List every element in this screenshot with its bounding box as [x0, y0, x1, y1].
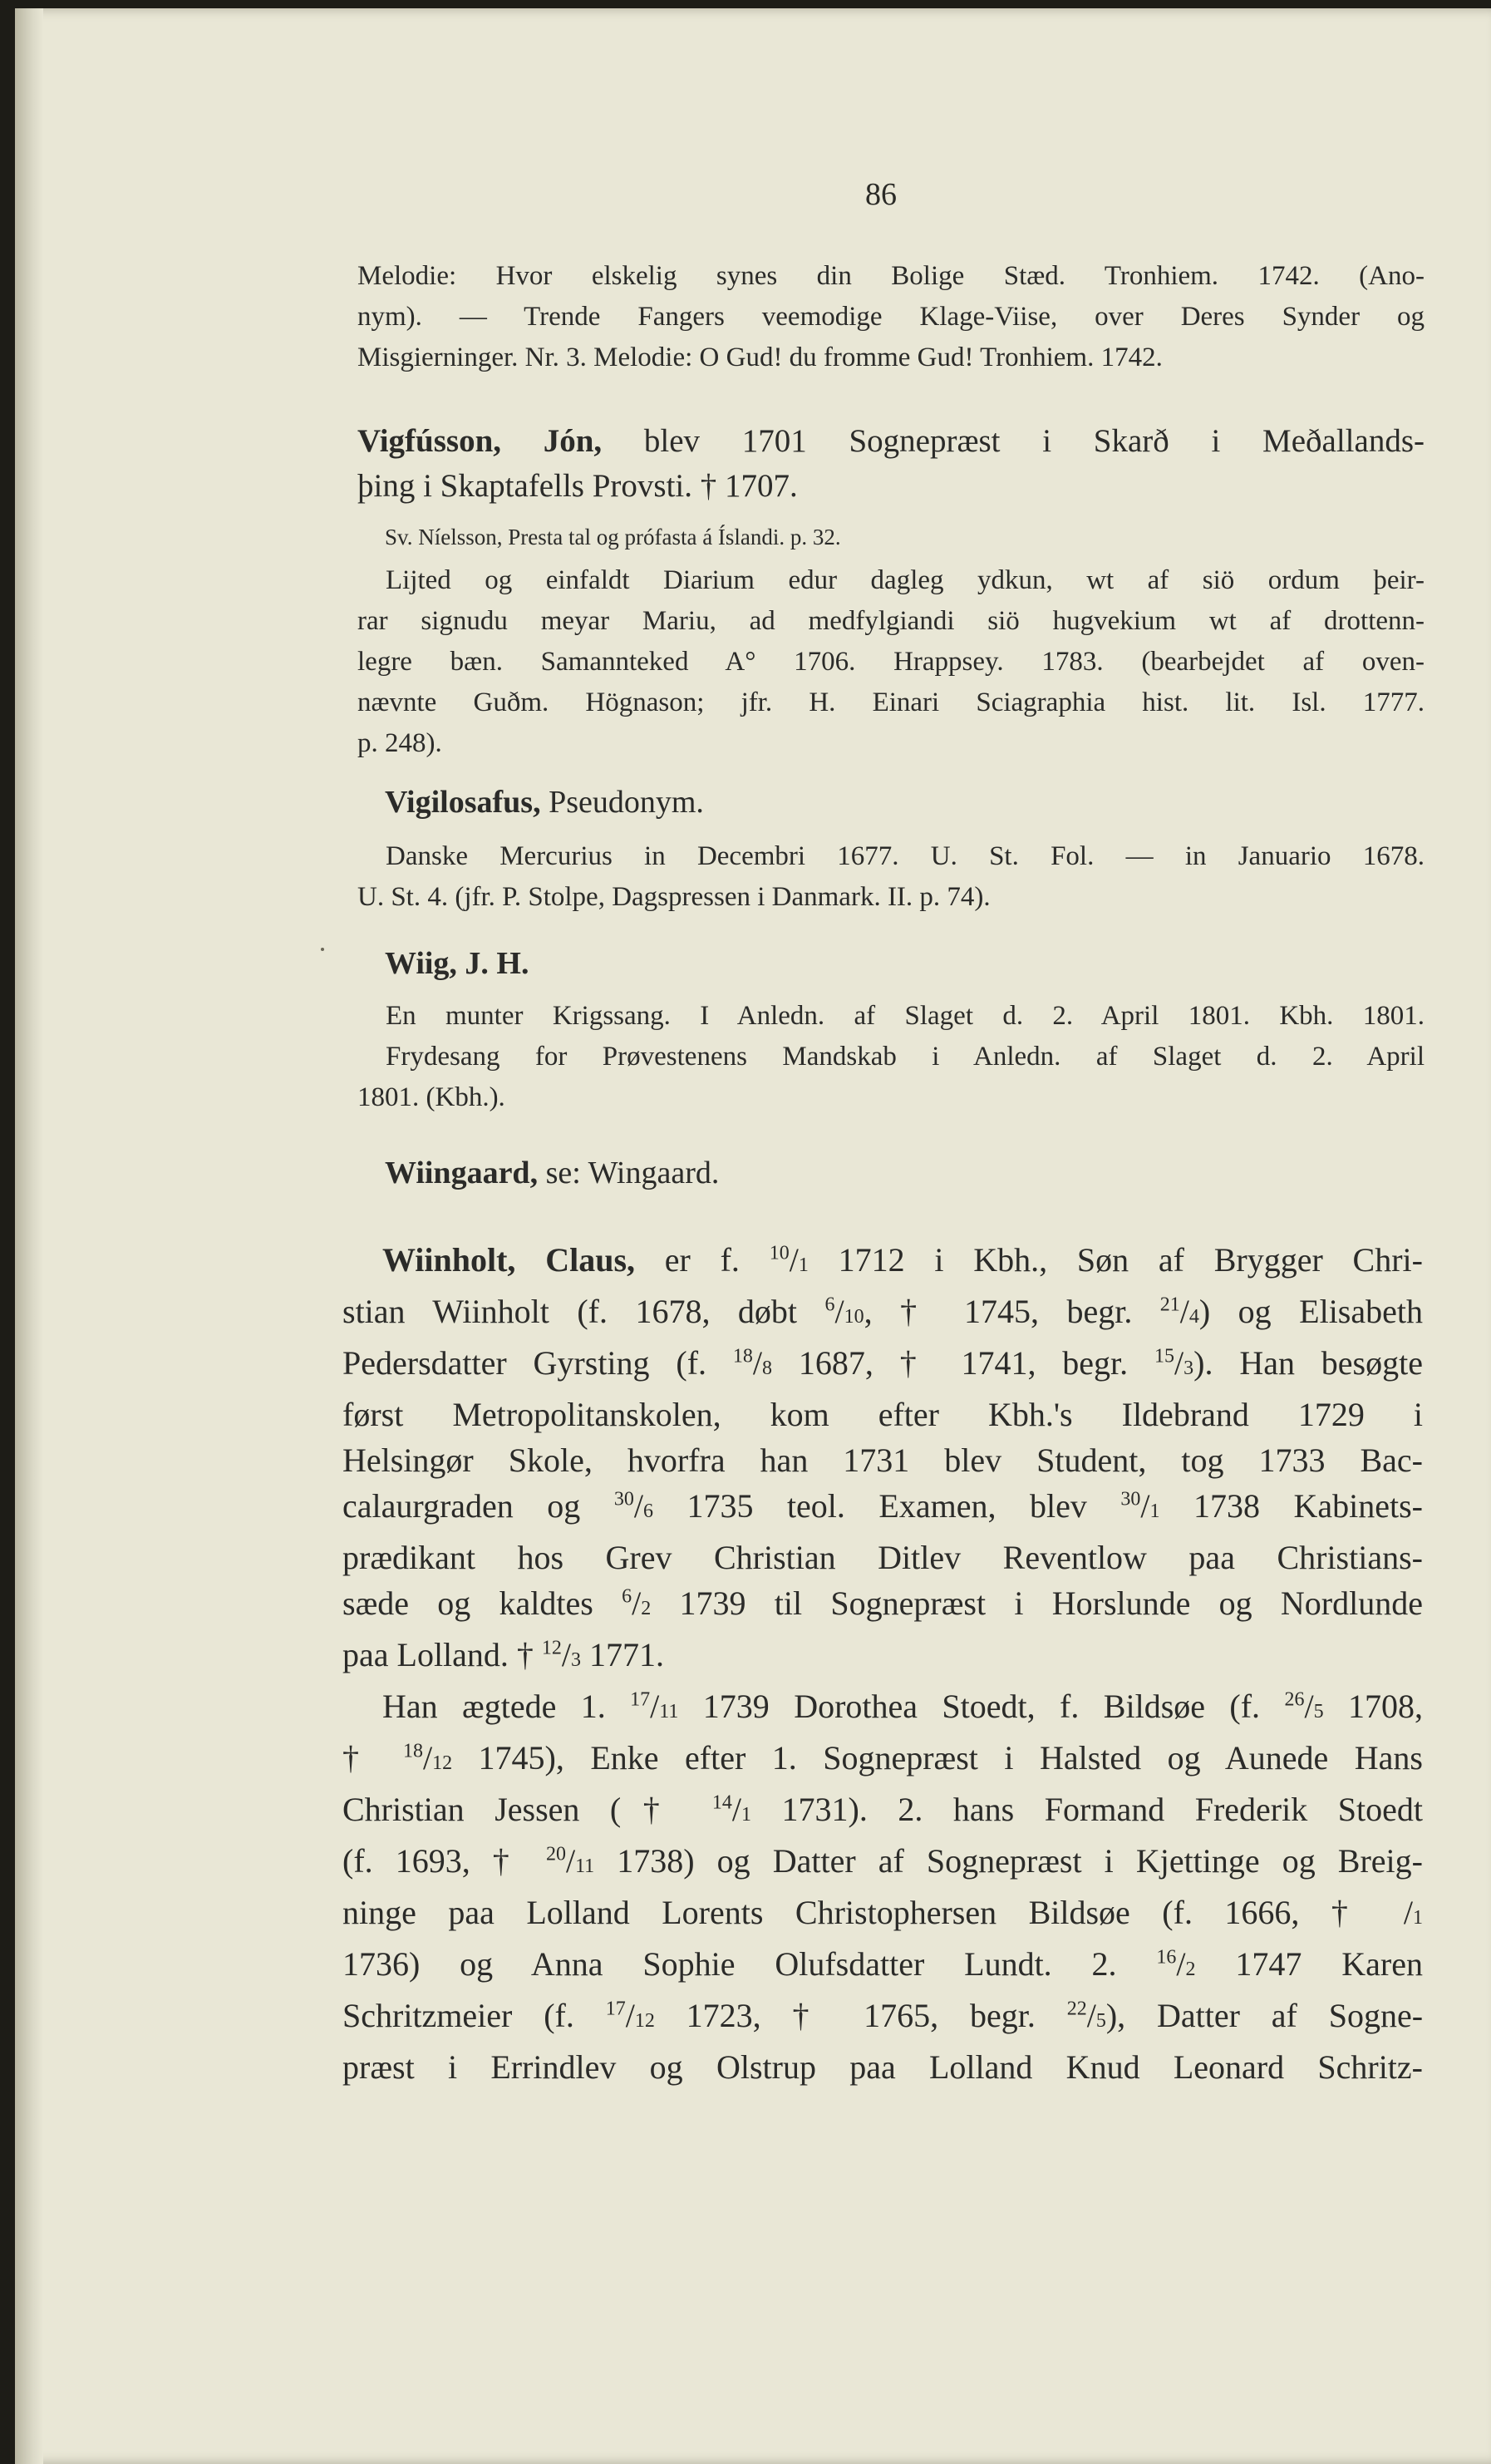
fraction-num: 12: [541, 1637, 562, 1659]
entry-text: blev 1701 Sognepræst i Skarð i Meðallands-: [602, 423, 1425, 459]
entry-text: calaurgraden og: [342, 1487, 614, 1525]
headword: Wiinholt, Claus,: [382, 1241, 636, 1279]
entry-text: Schritzmeier (f.: [342, 1997, 606, 2034]
entry-line: prædikant hos Grev Christian Ditlev Reventlow paa Christians-: [342, 1539, 1423, 1576]
entry-text: 1747 Karen: [1195, 1945, 1423, 1983]
entry-vigfusson: [357, 419, 1425, 509]
headword: Vigilosafus,: [385, 785, 541, 820]
entry-line: sæde og kaldtes $^6$/2 1739 til Sognepræst i Horslunde og Nordlunde: [342, 1584, 1423, 1622]
entry-text: (f. 1693, †: [342, 1842, 546, 1880]
entry-line: † $^{18}$/12 1745), Enke efter 1. Sognepræst i Halsted og Aunede Hans: [342, 1739, 1423, 1777]
entry-text: 1738 Kabinets-: [1159, 1487, 1423, 1525]
reference: Sv. Níelsson, Presta tal og prófasta á Íslandi. p. 32.: [385, 525, 841, 549]
fraction-num: 30: [613, 1488, 634, 1510]
fraction-den: 3: [571, 1649, 582, 1671]
entry-text: 1735 teol. Examen, blev: [652, 1487, 1121, 1525]
entry-text: er f.: [635, 1241, 770, 1279]
entry-line: [385, 780, 1452, 825]
entry-text: Pedersdatter Gyrsting (f.: [342, 1344, 733, 1382]
entry-line: stian Wiinholt (f. 1678, døbt $^6$/10, † 1745, begr. $^{21}$/4) og Elisabeth: [342, 1293, 1423, 1330]
entry-line: Christian Jessen († $^{14}$/1 1731). 2. hans Formand Frederik Stoedt: [342, 1791, 1423, 1828]
fraction-den: 4: [1188, 1306, 1199, 1328]
work-vigilosafus: [357, 836, 1425, 918]
entry-text: 1736) og Anna Sophie Olufsdatter Lundt. 2.: [342, 1945, 1157, 1983]
entry-text: 1739 til Sognepræst i Horslunde og Nordlunde: [651, 1584, 1423, 1622]
fraction-num: 14: [711, 1791, 732, 1814]
fraction-num: 10: [769, 1242, 790, 1264]
fraction-num: 21: [1159, 1294, 1180, 1316]
entry-text: 1712 i Kbh., Søn af Brygger Chri-: [808, 1241, 1423, 1279]
entry-line: ninge paa Lolland Lorents Christophersen Bildsøe (f. 1666, † /1: [342, 1894, 1423, 1931]
entry-line: Wiinholt, Claus, er f. $^{10}$/1 1712 i Kbh., Søn af Brygger Chri-: [382, 1241, 1423, 1279]
text-line: Danske Mercurius in Decembri 1677. U. St. Fol. — in Januario 1678.: [386, 841, 1425, 871]
entry-text: sæde og kaldtes: [342, 1584, 622, 1622]
entry-text: ), Datter af Sogne-: [1105, 1997, 1424, 2034]
entry-line: [385, 1151, 1452, 1196]
entry-line: Han ægtede 1. $^{17}$/11 1739 Dorothea Stoedt, f. Bildsøe (f. $^{26}$/5 1708,: [382, 1688, 1423, 1725]
fraction-den: 11: [659, 1701, 679, 1722]
entry-wiig: [385, 941, 1452, 987]
entry-text: 1738) og Datter af Sognepræst i Kjettinge og Breig-: [594, 1842, 1423, 1880]
entry-text: ninge paa Lolland Lorents Christophersen Bildsøe (f. 1666, †: [342, 1894, 1404, 1931]
headword: Vigfússon, Jón,: [357, 423, 603, 459]
entry-line: Helsingør Skole, hvorfra han 1731 blev Student, tog 1733 Bac-: [342, 1441, 1423, 1479]
fraction-num: 26: [1284, 1688, 1305, 1711]
fraction-num: 16: [1156, 1946, 1177, 1969]
entry-text: Pseudonym.: [540, 785, 704, 820]
paper-speck: [321, 948, 324, 951]
text-line: En munter Krigssang. I Anledn. af Slaget d. 2. April 1801. Kbh. 1801.: [386, 1001, 1425, 1031]
fraction-den: 12: [432, 1752, 453, 1774]
text-line: nævnte Guðm. Högnason; jfr. H. Einari Sciagraphia hist. lit. Isl. 1777.: [357, 687, 1425, 717]
text-line: U. St. 4. (jfr. P. Stolpe, Dagspressen i Danmark. II. p. 74).: [357, 882, 991, 912]
text-line: Misgierninger. Nr. 3. Melodie: O Gud! du fromme Gud! Tronhiem. 1742.: [357, 342, 1163, 372]
text-line: Frydesang for Prøvestenens Mandskab i Anledn. af Slaget d. 2. April: [386, 1042, 1425, 1072]
text-line: legre bæn. Samannteked A° 1706. Hrappsey. 1783. (bearbejdet af oven-: [357, 647, 1425, 677]
fraction-den: 5: [1095, 2010, 1106, 2032]
entry-vigilosafus: [385, 780, 1452, 825]
entry-text: †: [342, 1739, 403, 1777]
fraction-num: 18: [732, 1345, 753, 1368]
fraction-den: 1: [798, 1254, 809, 1276]
entry-text: 1739 Dorothea Stoedt, f. Bildsøe (f.: [678, 1688, 1285, 1725]
headword: Wiig, J. H.: [385, 946, 529, 981]
fraction-num: 6: [622, 1585, 632, 1608]
entry-line: þing i Skaptafells Provsti. † 1707.: [357, 468, 798, 504]
entry-text: 1687, † 1741, begr.: [772, 1344, 1155, 1382]
entry-line: paa Lolland. † $^{12}$/3 1771.: [342, 1636, 665, 1673]
work-vigfusson: [357, 560, 1425, 764]
entry-text: stian Wiinholt (f. 1678, døbt: [342, 1293, 825, 1330]
fraction-den: 1: [741, 1804, 751, 1826]
fraction-num: 17: [630, 1688, 651, 1711]
entry-text: se: Wingaard.: [538, 1156, 720, 1190]
entry-line: 1736) og Anna Sophie Olufsdatter Lundt. 2. $^{16}$/2 1747 Karen: [342, 1945, 1423, 1983]
entry-text: , † 1745, begr.: [864, 1293, 1160, 1330]
entry-line: Schritzmeier (f. $^{17}$/12 1723, † 1765, begr. $^{22}$/5), Datter af Sogne-: [342, 1997, 1424, 2034]
entry-line: først Metropolitanskolen, kom efter Kbh.'s Ildebrand 1729 i: [342, 1396, 1423, 1433]
page-gutter: [15, 8, 43, 2464]
entry-line: Pedersdatter Gyrsting (f. $^{18}$/8 1687, † 1741, begr. $^{15}$/3). Han besøgte: [342, 1344, 1423, 1382]
entry-text: Han ægtede 1.: [382, 1688, 631, 1725]
text-line: 1801. (Kbh.).: [357, 1082, 505, 1112]
entry-wiingaard: [385, 1151, 1452, 1196]
fraction-num: 20: [545, 1843, 566, 1865]
fraction-den: 10: [844, 1306, 864, 1328]
page-number: 86: [865, 177, 897, 212]
fraction-num: 17: [605, 1998, 626, 2020]
fraction-den: 12: [634, 2010, 655, 2032]
text-line: rar signudu meyar Mariu, ad medfylgiandi siö hugvekium wt af drottenn-: [357, 606, 1425, 636]
entry-line: præst i Errindlev og Olstrup paa Lolland Knud Leonard Schritz-: [342, 2048, 1423, 2086]
melodie-block: [357, 256, 1425, 378]
fraction-den: 11: [575, 1855, 595, 1877]
entry-text: ) og Elisabeth: [1198, 1293, 1423, 1330]
entry-text: 1708,: [1323, 1688, 1423, 1725]
entry-text: 1731). 2. hans Formand Frederik Stoedt: [750, 1791, 1423, 1828]
fraction-den: 1: [1413, 1907, 1423, 1929]
text-line: nym). — Trende Fangers veemodige Klage-Viise, over Deres Synder og: [357, 302, 1425, 332]
fraction-den: 2: [1185, 1959, 1196, 1980]
fraction-num: 15: [1154, 1345, 1175, 1368]
entry-text: Christian Jessen (†: [342, 1791, 712, 1828]
text-line: p. 248).: [357, 728, 442, 758]
entry-text: 1745), Enke efter 1. Sognepræst i Halsted og Aunede Hans: [452, 1739, 1423, 1777]
text-line: Melodie: Hvor elskelig synes din Bolige Stæd. Tronhiem. 1742. (Ano-: [357, 261, 1425, 291]
fraction-num: 30: [1120, 1488, 1141, 1510]
headword: Wiingaard,: [385, 1156, 539, 1190]
fraction-den: 5: [1313, 1701, 1324, 1722]
fraction-num: 18: [402, 1740, 423, 1762]
entry-text: 1771.: [581, 1636, 665, 1673]
entry-line: calaurgraden og $^{30}$/6 1735 teol. Examen, blev $^{30}$/1 1738 Kabinets-: [342, 1487, 1423, 1525]
entry-line: (f. 1693, † $^{20}$/11 1738) og Datter af Sognepræst i Kjettinge og Breig-: [342, 1842, 1423, 1880]
entry-text: 1723, † 1765, begr.: [654, 1997, 1067, 2034]
fraction-den: 6: [642, 1501, 653, 1522]
text-line: Lijted og einfaldt Diarium edur dagleg ydkun, wt af siö ordum þeir-: [386, 565, 1425, 595]
entry-text: ). Han besøgte: [1193, 1344, 1423, 1382]
entry-line: [357, 419, 1425, 464]
fraction-num: 22: [1066, 1998, 1087, 2020]
entry-wiinholt: [342, 1237, 1423, 2090]
fraction-num: 6: [824, 1294, 835, 1316]
works-wiig: [357, 996, 1425, 1118]
fraction-den: 8: [762, 1358, 773, 1379]
fraction-den: 1: [1149, 1501, 1160, 1522]
fraction-den: 2: [641, 1598, 652, 1619]
fraction-den: 3: [1183, 1358, 1194, 1379]
entry-text: paa Lolland. †: [342, 1636, 542, 1673]
